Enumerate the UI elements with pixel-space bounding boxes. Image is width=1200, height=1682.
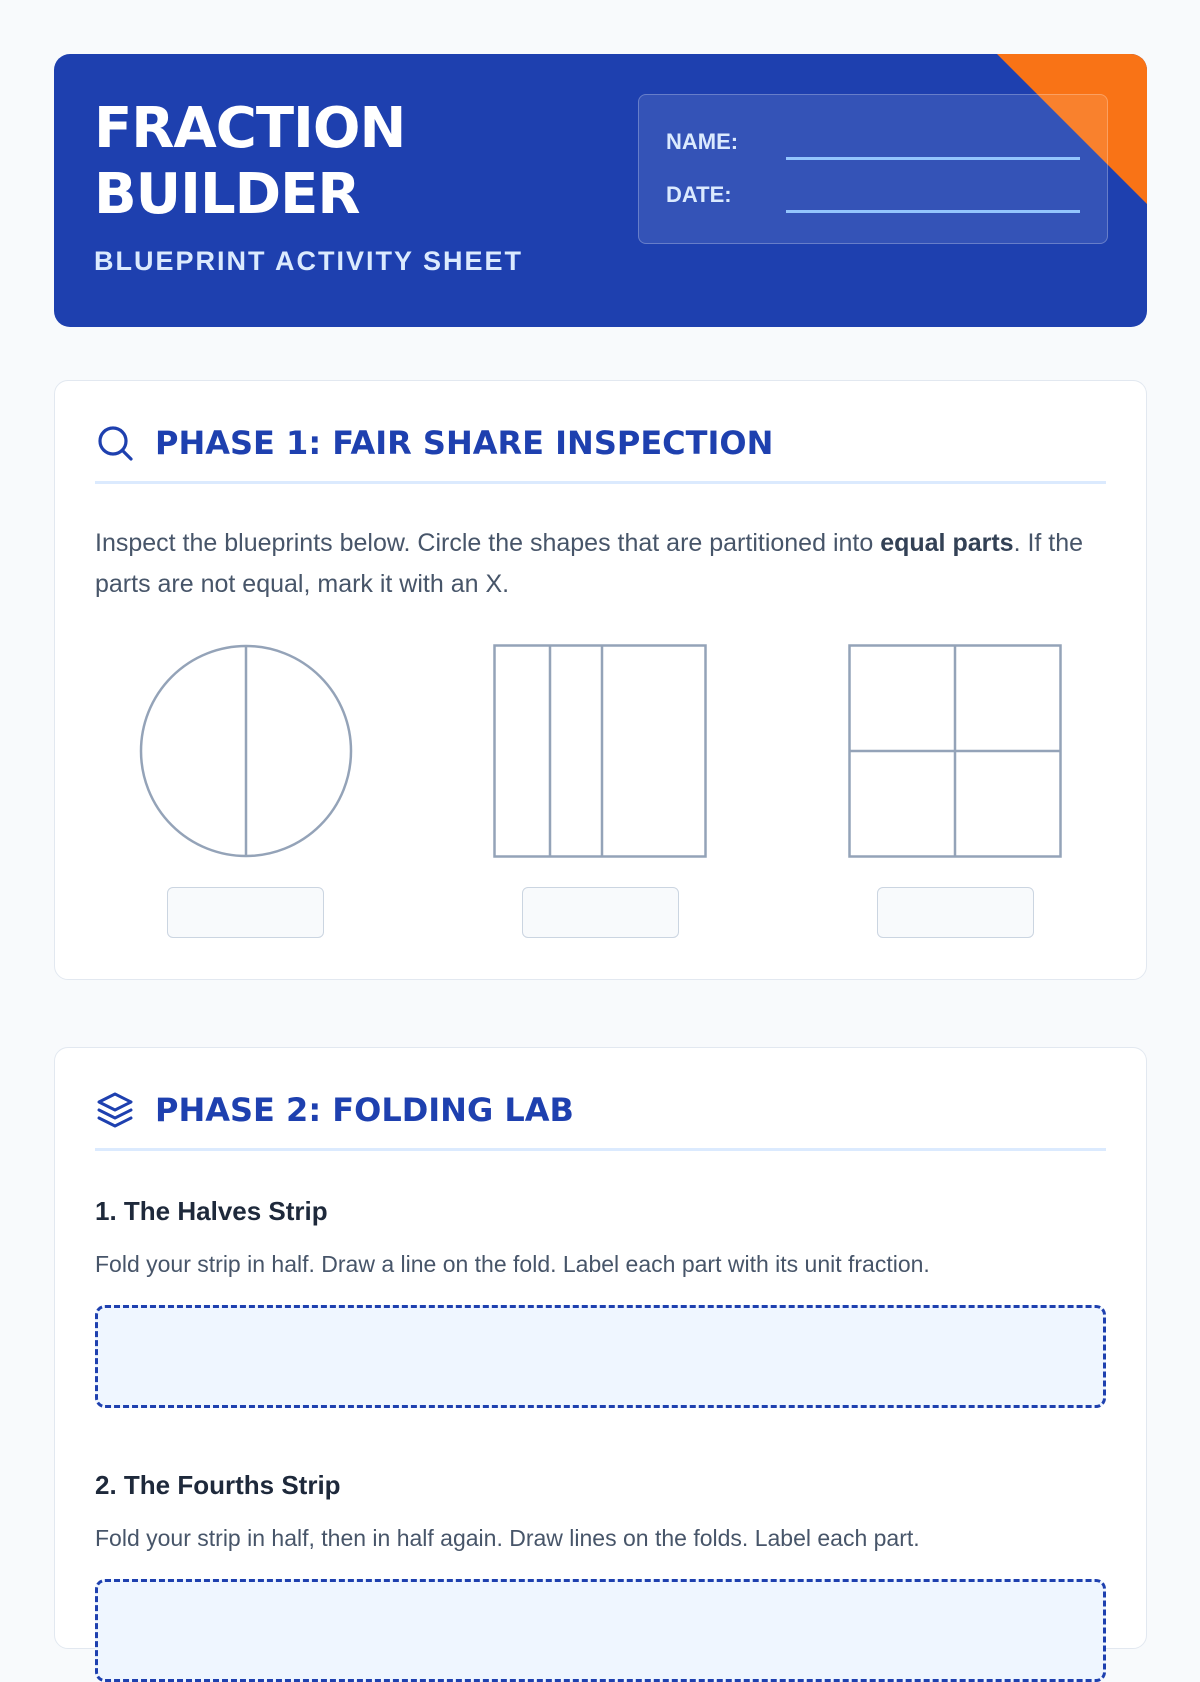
worksheet-header (54, 54, 1147, 327)
fourths-strip[interactable] (95, 1579, 1106, 1682)
title-line-2: BUILDER (94, 162, 360, 227)
date-line[interactable] (786, 210, 1080, 213)
halves-step-instruction: Fold your strip in half. Draw a line on the fold. Label each part with its unit fraction. (95, 1251, 930, 1277)
fourths-step-title: 2. The Fourths Strip (95, 1470, 341, 1500)
phase-2-title: PHASE 2: FOLDING LAB (155, 1091, 574, 1129)
fourths-step-instruction: Fold your strip in half, then in half again. Draw lines on the folds. Label each part. (95, 1525, 920, 1551)
intro-text-end: . If the parts are not equal, mark it with an X. (95, 529, 1084, 598)
date-field[interactable] (666, 178, 1080, 218)
square-quarters-shape[interactable] (848, 644, 1062, 858)
phase-1-header (95, 419, 1106, 484)
name-field[interactable] (666, 125, 1080, 165)
rectangle-unequal-shape[interactable] (493, 644, 707, 858)
phase-1-title: PHASE 1: FAIR SHARE INSPECTION (155, 424, 774, 462)
fourths-step (95, 1469, 1106, 1682)
answer-box-3[interactable] (877, 887, 1034, 938)
name-label: NAME: (666, 129, 739, 154)
worksheet-title (94, 96, 405, 228)
title-line-1: FRACTION (94, 96, 406, 161)
halves-step-title: 1. The Halves Strip (95, 1196, 328, 1226)
answer-box-2[interactable] (522, 887, 679, 938)
blueprint-shapes (95, 644, 1106, 944)
name-line[interactable] (786, 157, 1080, 160)
search-icon (95, 423, 135, 463)
phase-2-header (95, 1086, 1106, 1151)
date-label: DATE: (666, 182, 732, 207)
phase-1-card (54, 380, 1147, 980)
circle-halves-shape[interactable] (139, 644, 353, 858)
halves-strip[interactable] (95, 1305, 1106, 1408)
phase-1-instructions (95, 523, 1106, 605)
layers-icon (95, 1090, 135, 1130)
intro-emphasis: equal parts (880, 529, 1014, 557)
halves-step (95, 1195, 1106, 1408)
student-info-box (638, 94, 1108, 244)
phase-2-card (54, 1047, 1147, 1649)
intro-text-start: Inspect the blueprints below. Circle the shapes that are partitioned into (95, 529, 881, 557)
worksheet-subtitle: BLUEPRINT ACTIVITY SHEET (94, 246, 524, 276)
answer-box-1[interactable] (167, 887, 324, 938)
